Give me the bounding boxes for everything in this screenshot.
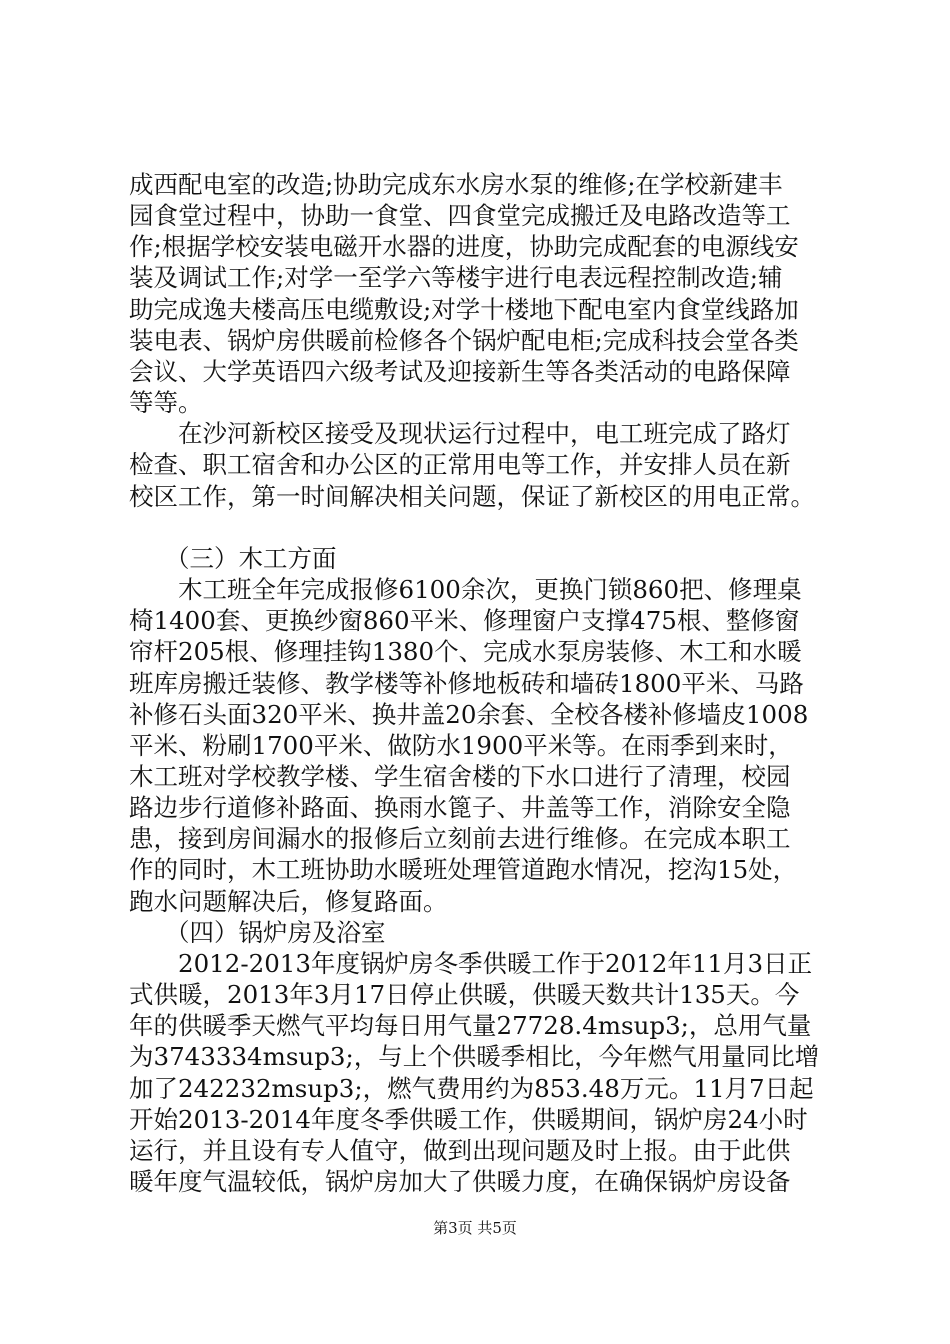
paragraph-line: 运行，并且设有专人值守，做到出现问题及时上报。由于此供 bbox=[129, 1136, 791, 1165]
paragraph-line: 检查、职工宿舍和办公区的正常用电等工作，并安排人员在新 bbox=[129, 450, 791, 479]
paragraph-line: 补修石头面320平米、换井盖20余套、全校各楼补修墙皮1008 bbox=[129, 700, 809, 729]
paragraph-line: 校区工作，第一时间解决相关问题，保证了新校区的用电正常。 bbox=[129, 482, 815, 511]
paragraph-line: 园食堂过程中，协助一食堂、四食堂完成搬迁及电路改造等工 bbox=[129, 201, 791, 230]
paragraph-line: 装电表、锅炉房供暖前检修各个锅炉配电柜;完成科技会堂各类 bbox=[129, 326, 799, 355]
paragraph-line: 帘杆205根、修理挂钩1380个、完成水泵房装修、木工和水暖 bbox=[129, 637, 802, 666]
paragraph-line: 式供暖，2013年3月17日停止供暖，供暖天数共计135天。今 bbox=[129, 980, 800, 1009]
paragraph-line: 成西配电室的改造;协助完成东水房水泵的维修;在学校新建丰 bbox=[129, 170, 783, 199]
paragraph-line: 会议、大学英语四六级考试及迎接新生等各类活动的电路保障 bbox=[129, 357, 791, 386]
paragraph-line: 开始2013-2014年度冬季供暖工作，供暖期间，锅炉房24小时 bbox=[129, 1105, 808, 1134]
paragraph-line: 路边步行道修补路面、换雨水篦子、井盖等工作，消除安全隐 bbox=[129, 793, 791, 822]
section-heading: （四）锅炉房及浴室 bbox=[165, 918, 386, 947]
page-footer: 第3页 共5页 bbox=[433, 1219, 517, 1237]
paragraph-line: 助完成逸夫楼高压电缆敷设;对学十楼地下配电室内食堂线路加 bbox=[129, 295, 799, 324]
section-heading: （三）木工方面 bbox=[165, 544, 337, 573]
paragraph-line: 作;根据学校安装电磁开水器的进度，协助完成配套的电源线安 bbox=[129, 232, 799, 261]
paragraph-line: 等等。 bbox=[129, 388, 203, 417]
paragraph-line: 班库房搬迁装修、教学楼等补修地板砖和墙砖1800平米、马路 bbox=[129, 669, 804, 698]
paragraph-line: 木工班对学校教学楼、学生宿舍楼的下水口进行了清理，校园 bbox=[129, 762, 791, 791]
paragraph-line: 为3743334msup3;，与上个供暖季相比，今年燃气用量同比增 bbox=[129, 1042, 820, 1071]
paragraph-line: 木工班全年完成报修6100余次，更换门锁860把、修理桌 bbox=[178, 575, 802, 604]
paragraph-line: 装及调试工作;对学一至学六等楼宇进行电表远程控制改造;辅 bbox=[129, 263, 783, 292]
paragraph-line: 2012-2013年度锅炉房冬季供暖工作于2012年11月3日正 bbox=[178, 949, 813, 978]
paragraph-line: 加了242232msup3;，燃气费用约为853.48万元。11月7日起 bbox=[129, 1074, 814, 1103]
paragraph-line: 在沙河新校区接受及现状运行过程中，电工班完成了路灯 bbox=[178, 419, 791, 448]
paragraph-line: 椅1400套、更换纱窗860平米、修理窗户支撑475根、整修窗 bbox=[129, 606, 800, 635]
paragraph-line: 年的供暖季天燃气平均每日用气量27728.4msup3;，总用气量 bbox=[129, 1011, 812, 1040]
paragraph-line: 跑水问题解决后，修复路面。 bbox=[129, 887, 448, 916]
paragraph-line: 暖年度气温较低，锅炉房加大了供暖力度，在确保锅炉房设备 bbox=[129, 1167, 791, 1196]
paragraph-line: 平米、粉刷1700平米、做防水1900平米等。在雨季到来时， bbox=[129, 731, 793, 760]
paragraph-line: 作的同时，木工班协助水暖班处理管道跑水情况，挖沟15处， bbox=[129, 855, 798, 884]
paragraph-line: 患，接到房间漏水的报修后立刻前去进行维修。在完成本职工 bbox=[129, 824, 791, 853]
